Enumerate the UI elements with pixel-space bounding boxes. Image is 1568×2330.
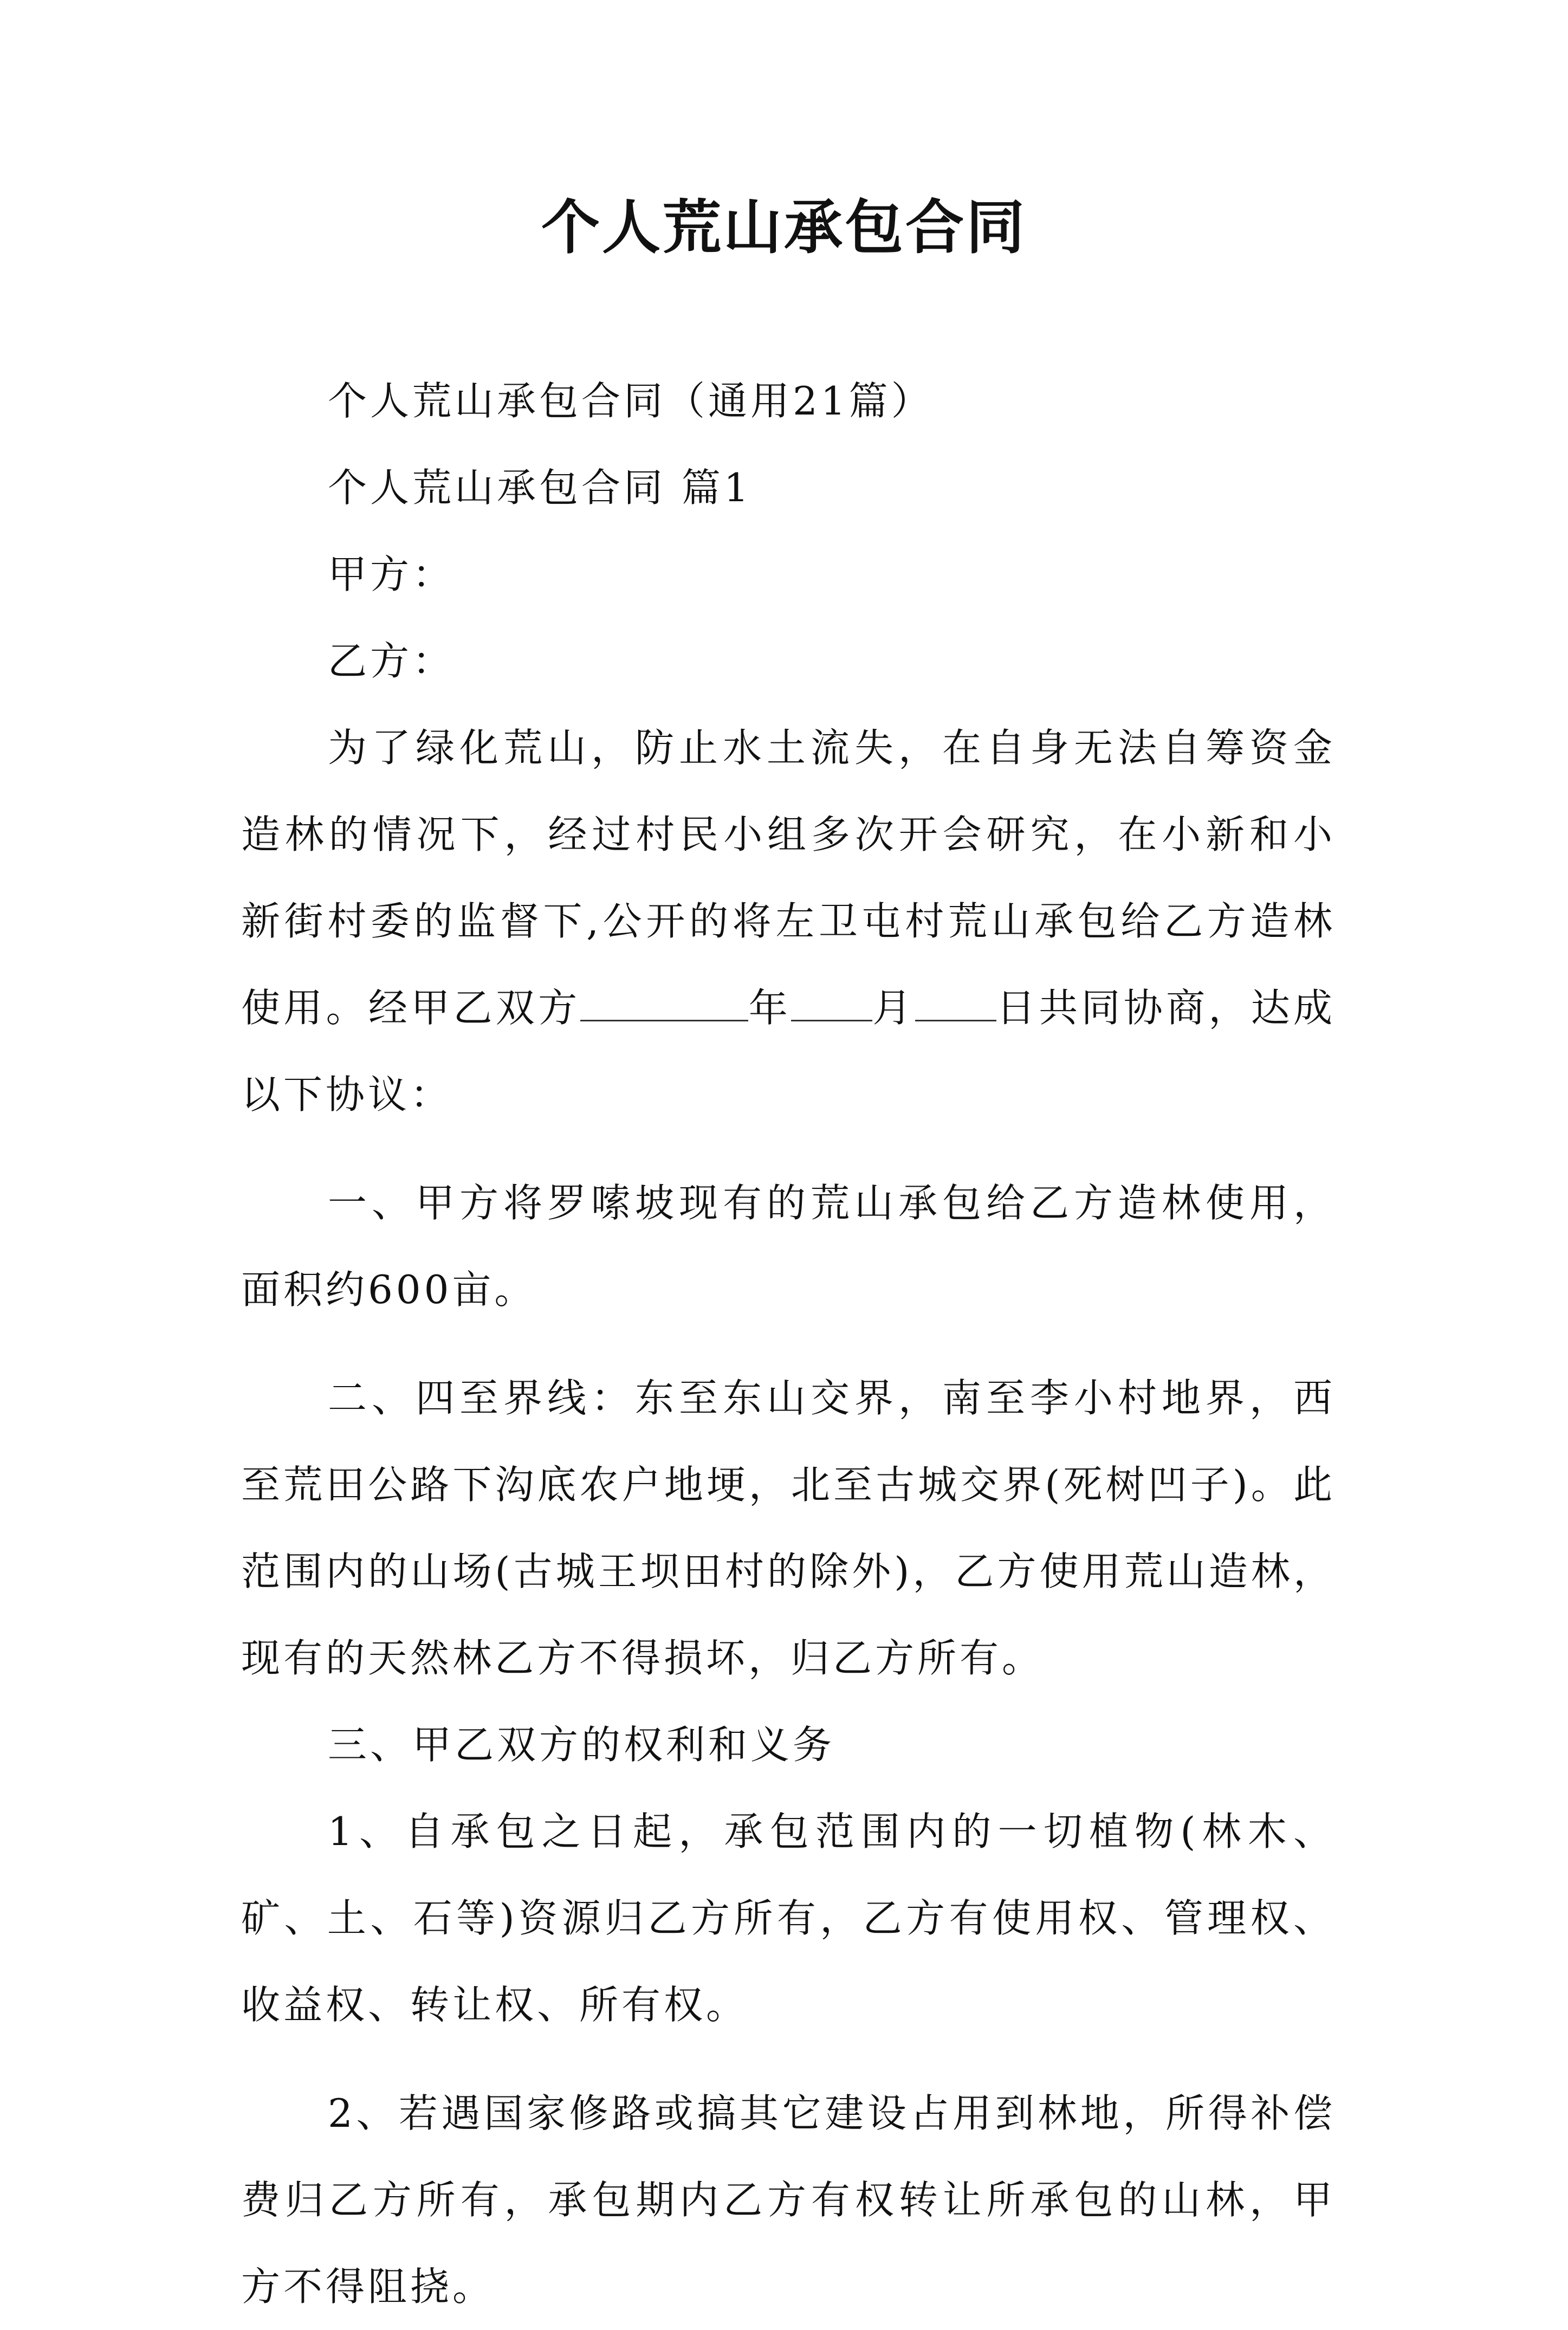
clause-3-heading: 三、甲乙双方的权利和义务 — [328, 1722, 835, 1768]
intro-text-part1: 为了绿化荒山，防止水土流失，在自身无法自筹资金造林的情况下，经过村民小组多次开会研究，在小新和小新街村委的监督下,公开的将左卫屯村荒山承包给乙方造林使用。经甲乙双方 — [241, 725, 1336, 1031]
month-blank — [791, 989, 872, 1021]
document-title: 个人荒山承包合同 — [541, 193, 1027, 262]
clause-2: 二、四至界线：东至东山交界，南至李小村地界，西至荒田公路下沟底农户地埂，北至古城交界(死树凹子)。此范围内的山场(古城王坝田村的除外)，乙方使用荒山造林，现有的天然林乙方不得损坏，归乙方所有。 — [241, 1375, 1336, 1681]
party-b-label: 乙方： — [328, 638, 455, 684]
intro-month-label: 月 — [872, 985, 915, 1031]
intro-year-label: 年 — [748, 985, 791, 1031]
document-body — [241, 358, 1336, 2330]
section-heading: 个人荒山承包合同 篇1 — [328, 465, 752, 510]
day-blank — [915, 989, 996, 1021]
clause-1: 一、甲方将罗嗦坡现有的荒山承包给乙方造林使用，面积约600亩。 — [241, 1180, 1336, 1312]
clause-3-1: 1、自承包之日起，承包范围内的一切植物(林木、矿、土、石等)资源归乙方所有，乙方有使用权、管理权、收益权、转让权、所有权。 — [241, 1809, 1336, 2028]
party-a-label: 甲方： — [328, 552, 455, 597]
year-blank — [580, 989, 748, 1021]
intro-paragraph — [241, 704, 1336, 1138]
clause-3-2: 2、若遇国家修路或搞其它建设占用到林地，所得补偿费归乙方所有，承包期内乙方有权转让所承包的山林，甲方不得阻挠。 — [241, 2090, 1336, 2309]
document-subtitle: 个人荒山承包合同（通用21篇） — [328, 378, 934, 424]
intro-text-part2: 日共同协商，达成以下协议： — [241, 985, 1336, 1117]
